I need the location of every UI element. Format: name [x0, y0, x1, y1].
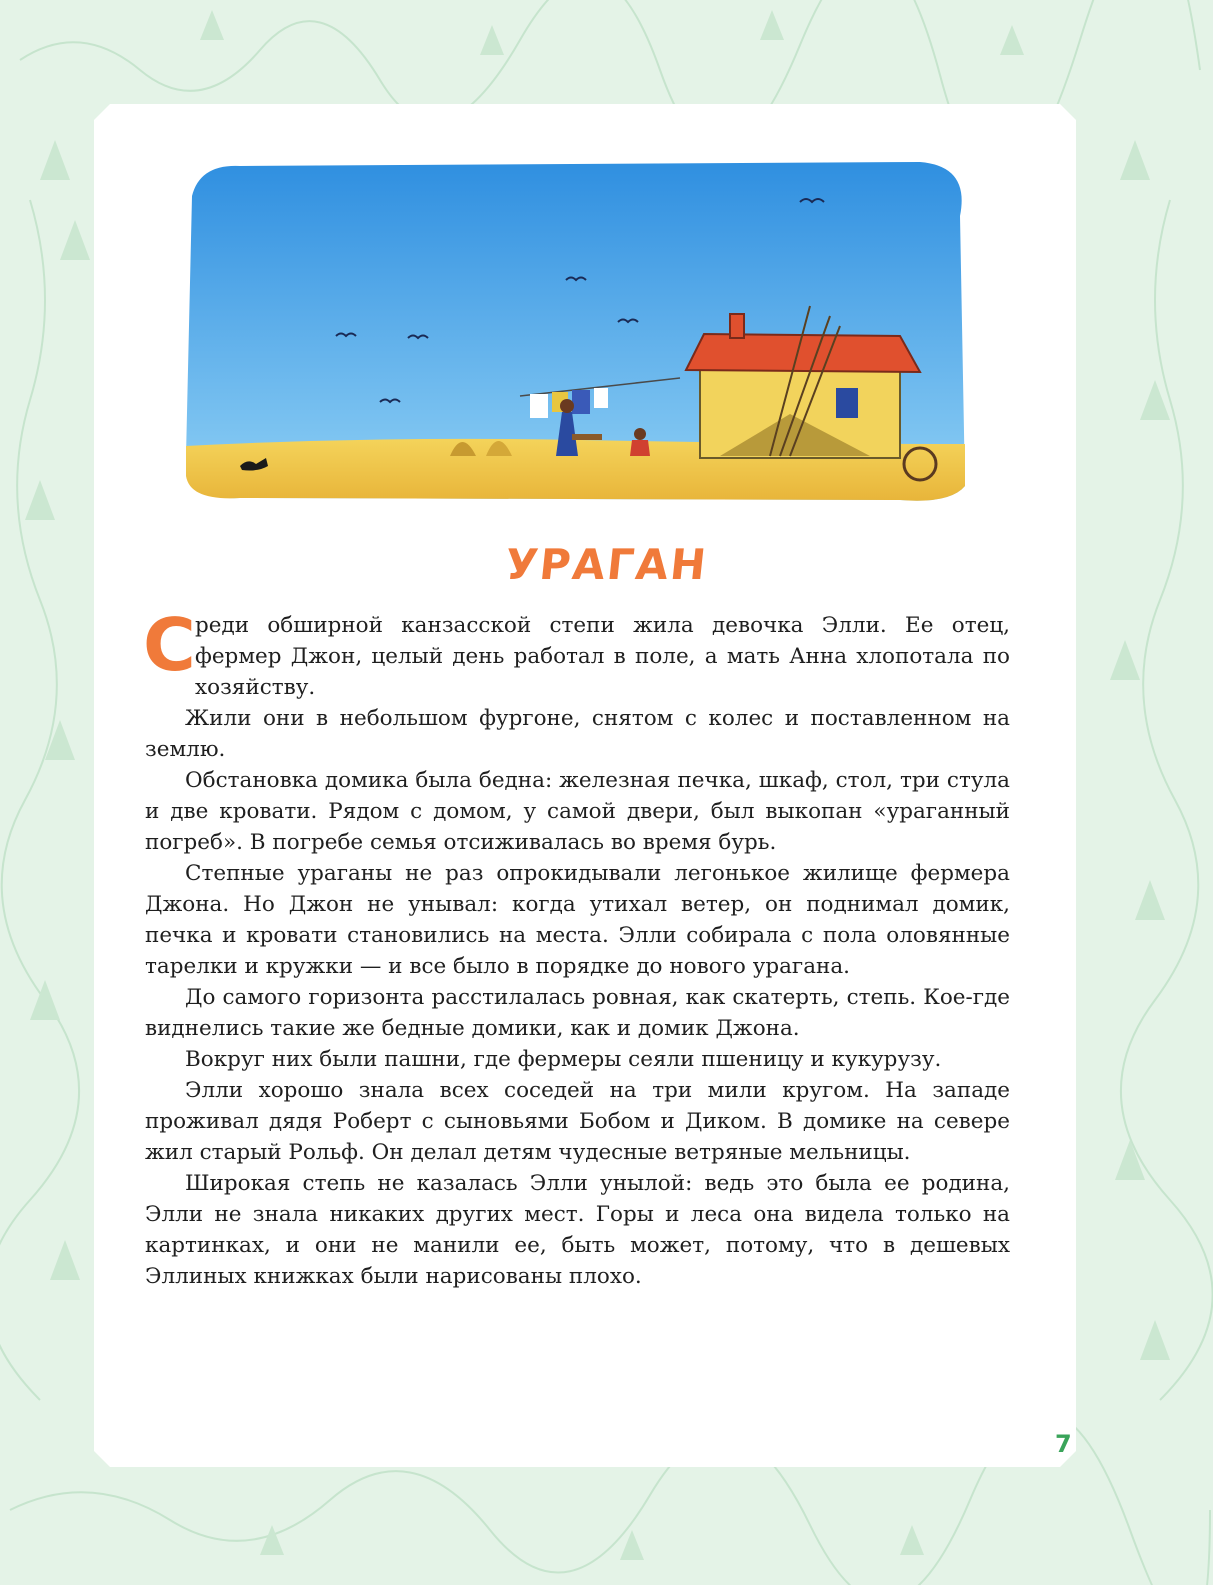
paragraph: Элли хорошо знала всех соседей на три мили кругом. На западе проживал дядя Роберт с сыновьями Бобом и Диком. В домике на севере жил старый Рольф. Он делал детям чудесные ветряные мельницы.: [145, 1078, 1010, 1165]
paragraph: Обстановка домика была бедна: железная печка, шкаф, стол, три стула и две кровати. Рядом с домом, у самой двери, был выкопан «ураганный погреб». В погребе семья отсиживалась во время бурь.: [145, 768, 1010, 855]
paragraph: Жили они в небольшом фургоне, снятом с колес и поставленном на землю.: [145, 706, 1010, 762]
paragraph: Вокруг них были пашни, где фермеры сеяли пшеницу и кукурузу.: [185, 1047, 942, 1072]
chapter-text: [143, 603, 1010, 1292]
paragraph: До самого горизонта расстилалась ровная, как скатерть, степь. Кое-где виднелись такие же бедные домики, как и домик Джона.: [145, 985, 1010, 1041]
paragraph: Широкая степь не казалась Элли унылой: ведь это была ее родина, Элли не знала никаких других мест. Горы и леса она видела только на картинках, и они не манили ее, быть может, потому, что в дешевых Эллиных книжках были нарисованы плохо.: [145, 1171, 1010, 1289]
paragraph: Степные ураганы не раз опрокидывали легонькое жилище фермера Джона. Но Джон не унывал: когда утихал ветер, он поднимал домик, печка и кровати становились на места. Элли собирала с пола оловянные тарелки и кружки — и все было в порядке до нового урагана.: [145, 861, 1010, 979]
page-number: 7: [1055, 1430, 1072, 1458]
drop-cap: С: [143, 603, 196, 687]
chapter-illustration: [180, 156, 980, 506]
chapter-title: УРАГАН: [502, 540, 711, 589]
paragraph: Среди обширной канзасской степи жила девочка Элли. Ее отец, фермер Джон, целый день работал в поле, а мать Анна хлопотала по хозяйству.: [143, 603, 1010, 700]
